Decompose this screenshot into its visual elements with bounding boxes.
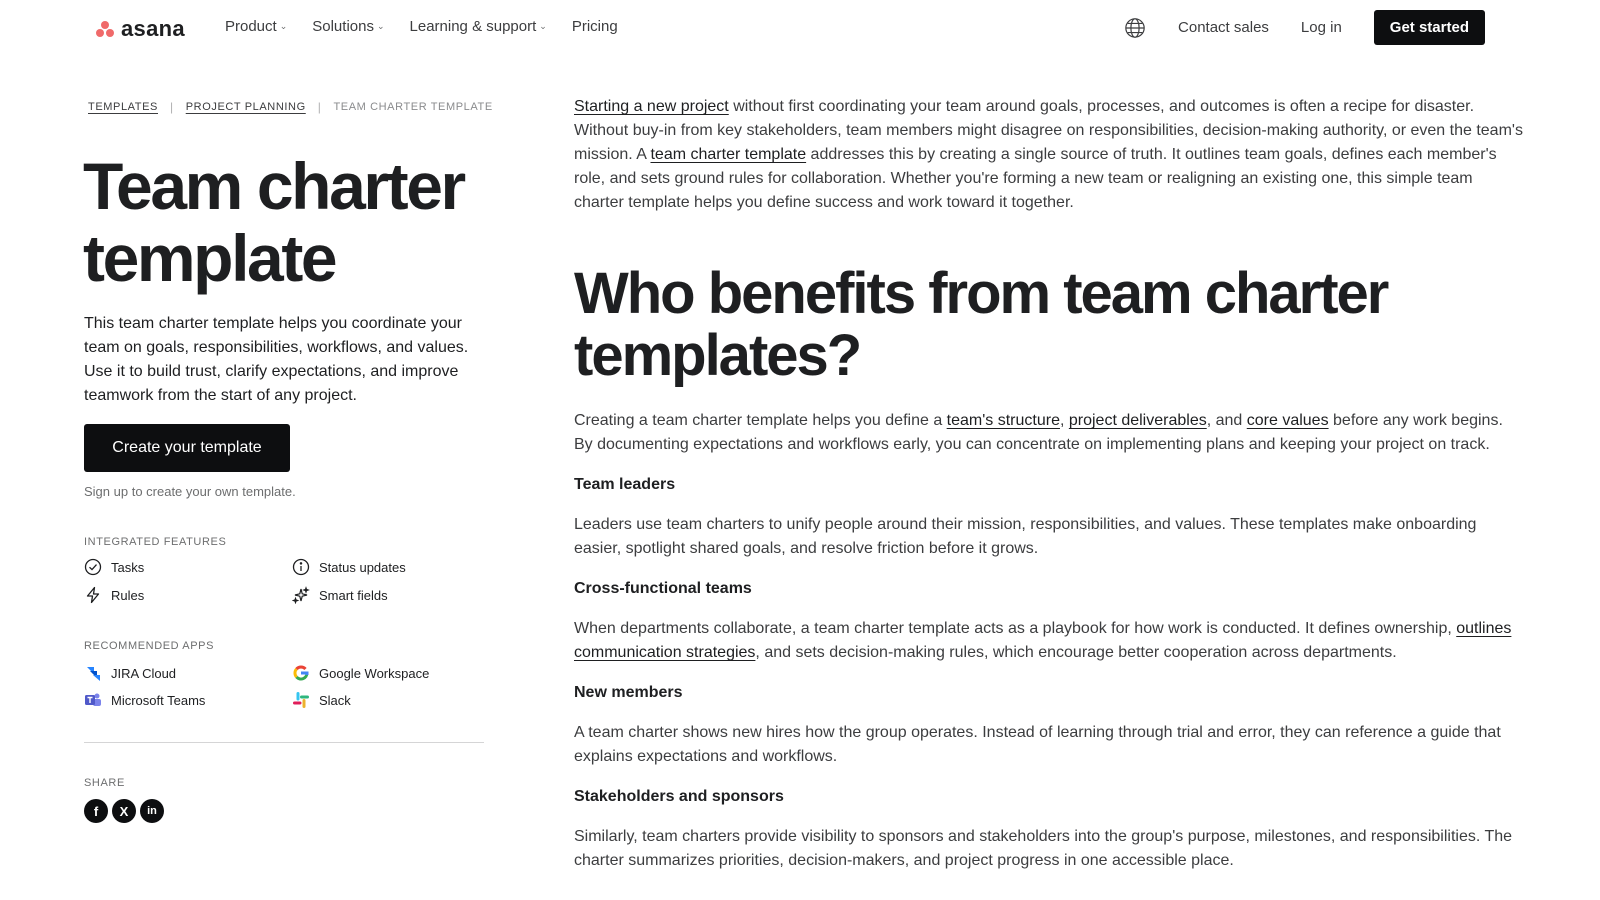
team-leaders-heading: Team leaders xyxy=(574,476,676,493)
feature-smart-fields[interactable] xyxy=(292,586,388,604)
contact-sales-link[interactable]: Contact sales xyxy=(1178,19,1269,36)
stakeholders-text: Similarly, team charters provide visibility to sponsors and stakeholders into the group's purpose, milestones, and responsibilities. The charter summarizes priorities, decision-makers, and project progress in one accessible place. xyxy=(574,828,1513,869)
nav-learning-support[interactable] xyxy=(410,18,547,35)
info-circle-icon xyxy=(292,558,310,576)
feature-status-updates-label: Status updates xyxy=(319,559,406,575)
jira-icon xyxy=(84,664,102,682)
nav-solutions-label: Solutions xyxy=(312,18,374,35)
nav-learning-label: Learning & support xyxy=(409,18,537,35)
chevron-down-icon: ⌄ xyxy=(279,21,288,31)
asana-logo[interactable] xyxy=(95,16,185,42)
nav-product[interactable] xyxy=(225,18,287,35)
feature-rules[interactable] xyxy=(84,586,144,604)
app-jira-cloud-label: JIRA Cloud xyxy=(111,665,177,681)
benefits-paragraph xyxy=(574,409,1524,457)
feature-status-updates[interactable] xyxy=(292,558,406,576)
linkedin-icon[interactable]: in xyxy=(140,799,164,823)
app-slack-label: Slack xyxy=(319,692,351,708)
benefits-text-3: , and xyxy=(1206,412,1247,429)
core-values-link[interactable]: core values xyxy=(1246,412,1329,429)
nav-pricing-label: Pricing xyxy=(571,18,618,35)
sparkle-icon xyxy=(292,586,310,604)
breadcrumb-separator: | xyxy=(170,100,174,114)
breadcrumb-templates[interactable]: TEMPLATES xyxy=(88,101,158,113)
breadcrumb-separator: | xyxy=(317,100,322,114)
template-intro: This team charter template helps you coordinate your team on goals, responsibilities, workflows, and values. Use it to build trust, clarify expectations, and improve teamwork from the start of any project. xyxy=(84,315,469,404)
app-microsoft-teams-label: Microsoft Teams xyxy=(111,692,206,708)
nav-right xyxy=(1124,10,1485,45)
check-circle-icon xyxy=(84,558,102,576)
share-icons xyxy=(84,799,164,823)
benefits-text-4: before any work begins. By documenting expectations and workflows early, you can concentrate on implementing plans and keeping your project on track. xyxy=(574,412,1503,453)
stakeholders-heading: Stakeholders and sponsors xyxy=(574,788,784,805)
breadcrumb xyxy=(88,100,493,114)
feature-smart-fields-label: Smart fields xyxy=(319,587,388,603)
new-members-text: A team charter shows new hires how the group operates. Instead of learning through trial and error, they can reference a guide that explains expectations and workflows. xyxy=(574,724,1501,765)
app-google-workspace[interactable] xyxy=(292,664,429,682)
project-deliverables-link[interactable]: project deliverables xyxy=(1068,412,1207,429)
google-icon xyxy=(292,664,310,682)
integrated-features-label: INTEGRATED FEATURES xyxy=(84,536,227,548)
who-benefits-heading: Who benefits from team charter templates? xyxy=(574,261,1388,388)
nav-solutions[interactable] xyxy=(312,18,384,35)
slack-icon xyxy=(292,691,310,709)
teams-icon xyxy=(84,691,102,709)
breadcrumb-current: TEAM CHARTER TEMPLATE xyxy=(333,101,493,113)
chevron-down-icon: ⌄ xyxy=(539,21,547,31)
intro-paragraph xyxy=(574,95,1524,215)
logo-text: asana xyxy=(121,16,185,41)
communication-strategies-link[interactable]: outlines communication strategies xyxy=(574,620,1512,661)
top-navigation xyxy=(0,0,1600,56)
page-title: Team charter template xyxy=(83,149,464,295)
main-content xyxy=(574,95,1524,873)
benefits-text-2: , xyxy=(1059,412,1069,429)
main-nav xyxy=(225,18,618,35)
login-link[interactable]: Log in xyxy=(1300,19,1342,36)
team-leaders-text: Leaders use team charters to unify people around their mission, responsibilities, and values. These templates make onboarding easier, spotlight shared goals, and resolve friction before it grows. xyxy=(574,516,1477,557)
app-jira-cloud[interactable] xyxy=(84,664,176,682)
nav-pricing[interactable] xyxy=(572,18,618,35)
breadcrumb-project-planning[interactable]: PROJECT PLANNING xyxy=(185,101,306,113)
x-icon[interactable]: X xyxy=(112,799,136,823)
starting-new-project-link[interactable]: Starting a new project xyxy=(574,98,729,115)
cross-functional-text-2: , and sets decision-making rules, which encourage better cooperation across departments. xyxy=(755,644,1397,661)
get-started-button[interactable]: Get started xyxy=(1374,10,1485,45)
nav-product-label: Product xyxy=(225,18,277,35)
new-members-heading: New members xyxy=(574,684,683,701)
share-label: SHARE xyxy=(84,777,125,789)
app-google-workspace-label: Google Workspace xyxy=(319,665,430,681)
team-charter-template-link[interactable]: team charter template xyxy=(650,146,807,163)
globe-icon[interactable] xyxy=(1124,17,1146,39)
teams-structure-link[interactable]: team's structure xyxy=(946,412,1060,429)
create-template-button[interactable]: Create your template xyxy=(84,424,290,472)
app-microsoft-teams[interactable] xyxy=(84,691,205,709)
signup-note: Sign up to create your own template. xyxy=(84,484,296,499)
intro-text-2: addresses this by creating a single source of truth. It outlines team goals, defines each member's role, and sets ground rules for collaboration. Whether you're forming a new team or realigning an existing one, this simple team charter template helps you define success and work toward it together. xyxy=(574,146,1497,211)
recommended-apps-label: RECOMMENDED APPS xyxy=(84,640,215,652)
chevron-down-icon: ⌄ xyxy=(376,21,385,31)
facebook-icon[interactable]: f xyxy=(84,799,108,823)
intro-text-1: without first coordinating your team around goals, processes, and outcomes is often a recipe for disaster. Without buy-in from key stakeholders, team members might disagree on responsibilities, decision-making authority, or even the team's mission. A xyxy=(574,98,1523,163)
benefits-text-1: Creating a team charter template helps you define a xyxy=(574,412,947,429)
cross-functional-text-1: When departments collaborate, a team charter template acts as a playbook for how work is conducted. It defines ownership, xyxy=(574,620,1457,637)
lightning-icon xyxy=(84,586,102,604)
divider xyxy=(84,742,484,743)
feature-tasks-label: Tasks xyxy=(111,559,145,575)
cross-functional-text xyxy=(574,617,1524,665)
app-slack[interactable] xyxy=(292,691,351,709)
cross-functional-heading: Cross-functional teams xyxy=(574,580,752,597)
feature-tasks[interactable] xyxy=(84,558,144,576)
asana-logo-icon xyxy=(95,20,115,38)
feature-rules-label: Rules xyxy=(111,587,145,603)
